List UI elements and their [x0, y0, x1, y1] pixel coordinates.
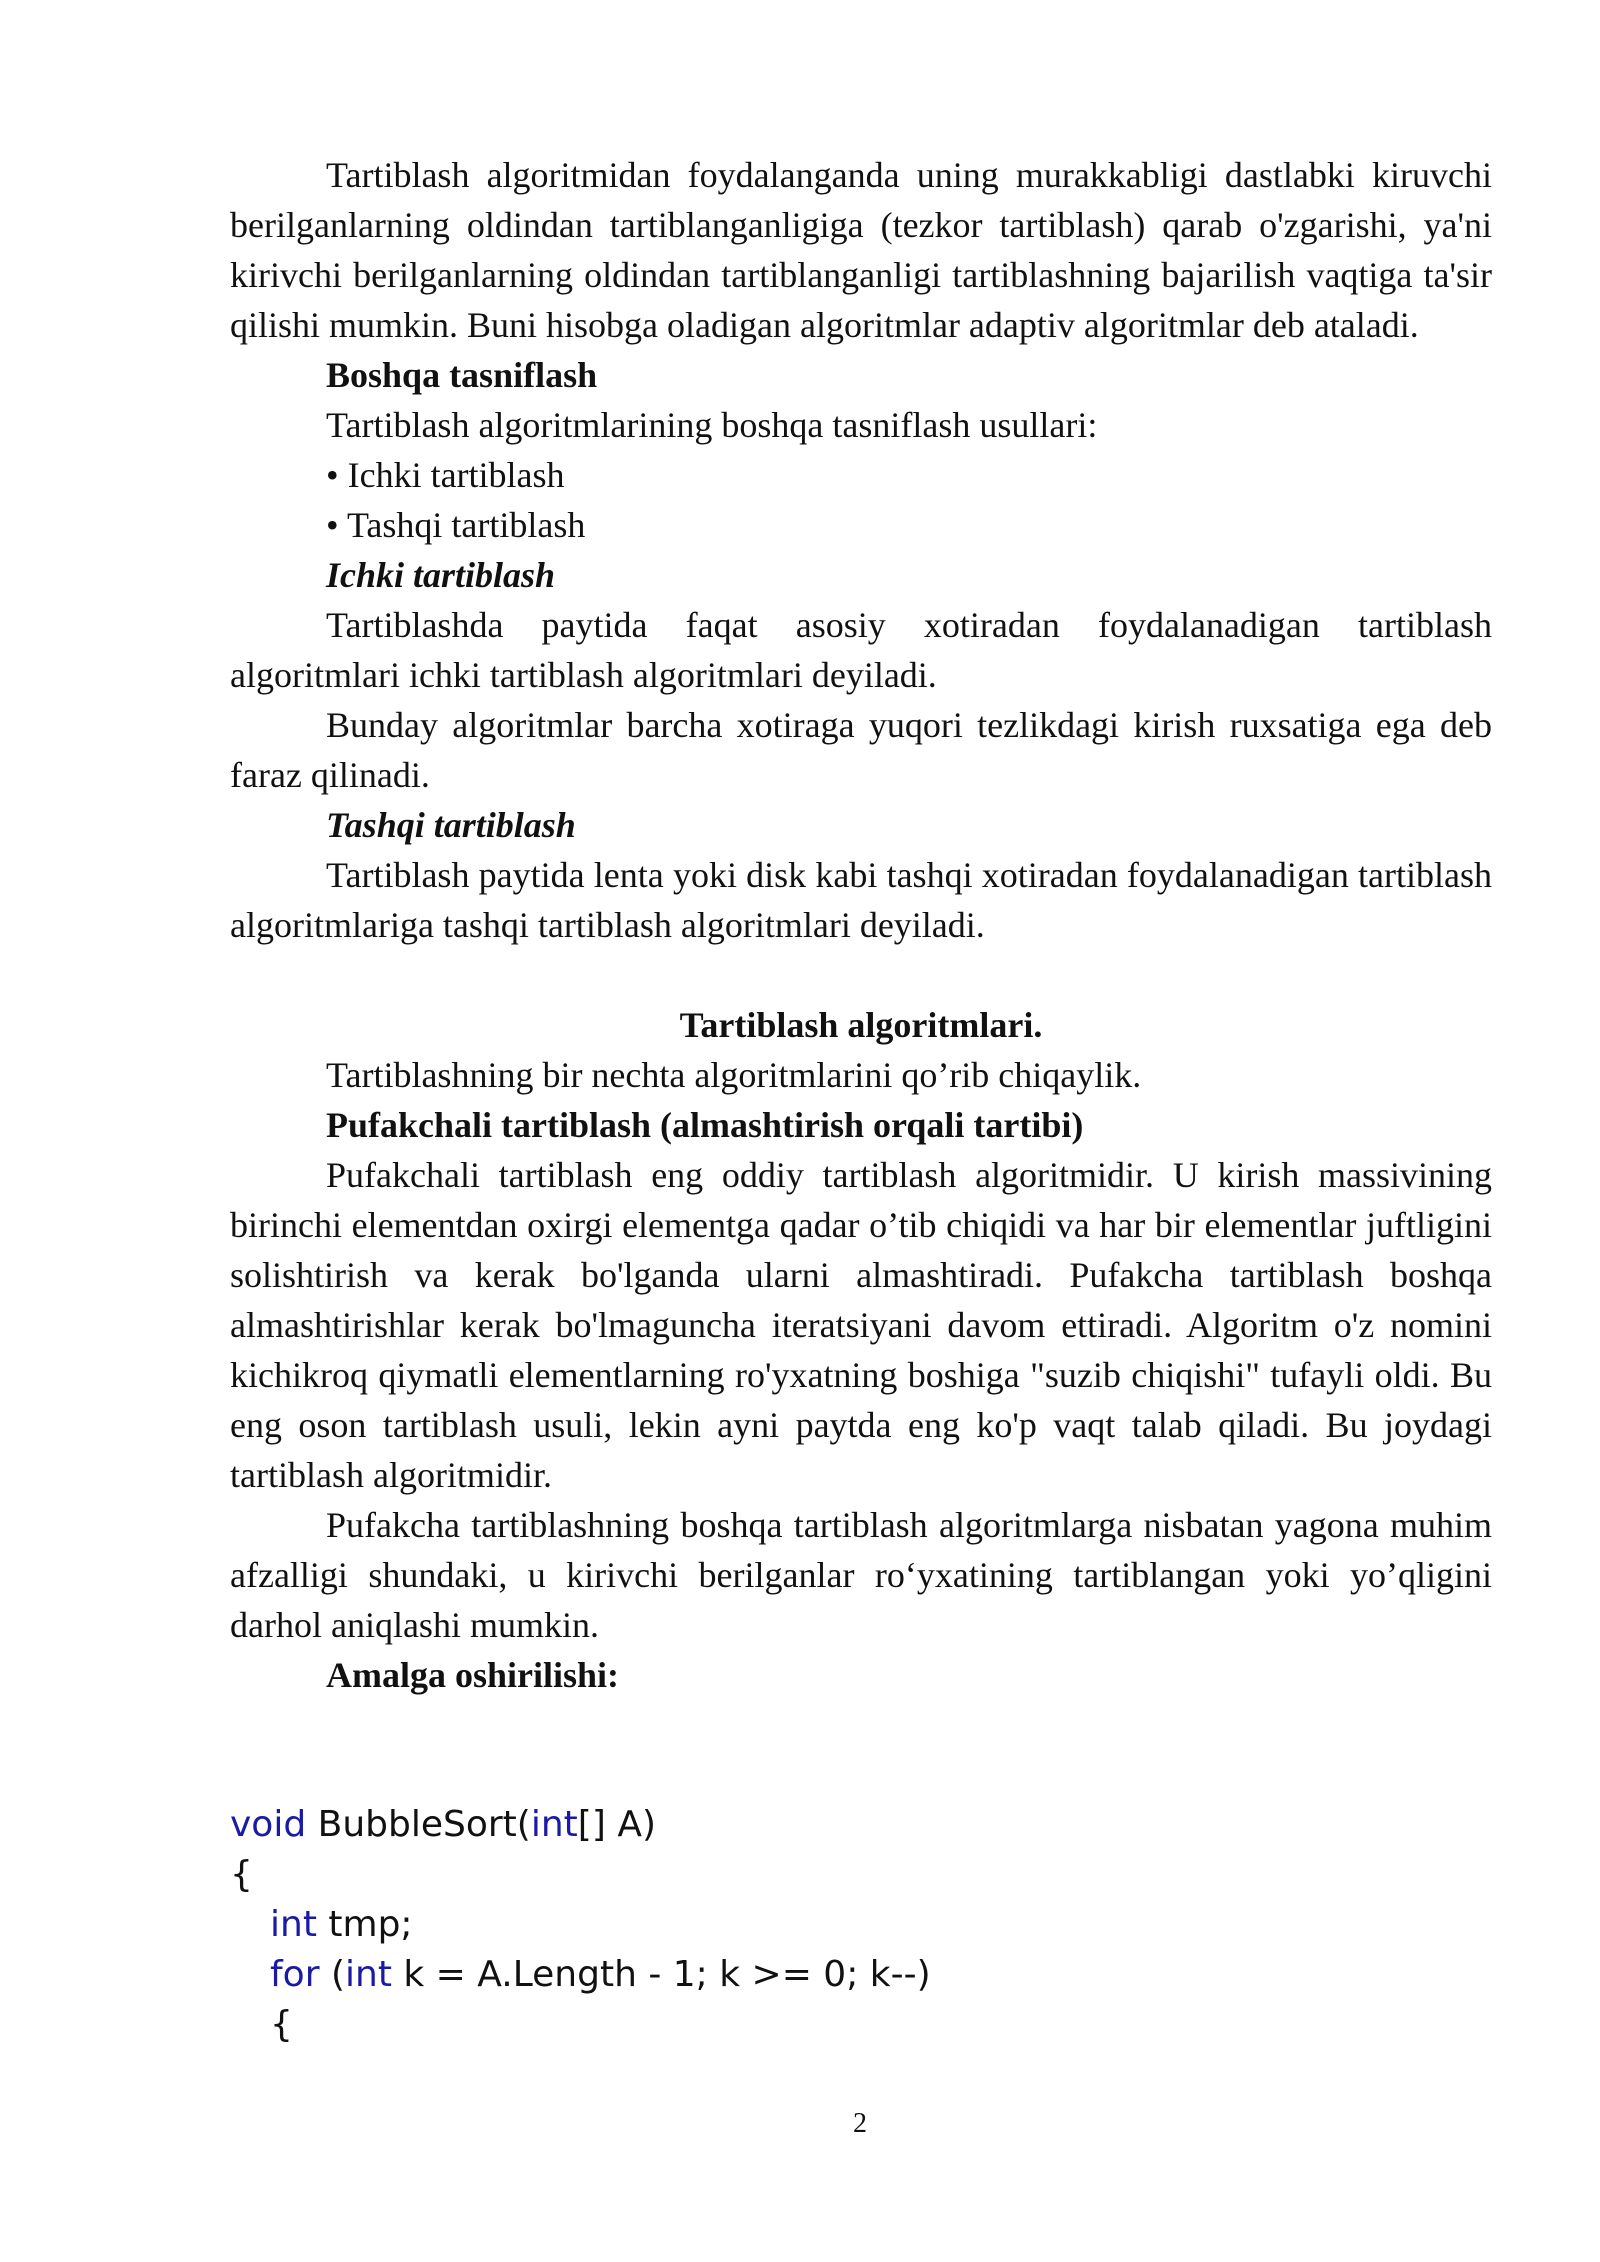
code-keyword: void: [230, 1804, 307, 1845]
code-text: tmp;: [316, 1904, 413, 1945]
paragraph-nechta: Tartiblashning bir nechta algoritmlarini qo’rib chiqaylik.: [326, 1055, 1142, 1095]
paragraph-ichki-2: Bunday algoritmlar barcha xotiraga yuqori tezlikdagi kirish ruxsatiga ega deb faraz qilinadi.: [230, 705, 1492, 795]
paragraph-ichki-1: Tartiblashda paytida faqat asosiy xotiradan foydalanadigan tartiblash algoritmlari ichki tartiblash algoritmlari deyiladi.: [230, 605, 1492, 695]
code-line-1: [230, 1800, 1492, 1850]
list-item-tashqi: • Tashqi tartiblash: [326, 505, 586, 545]
paragraph-adaptive: Tartiblash algoritmidan foydalanganda uning murakkabligi dastlabki kiruvchi berilganlarning oldindan tartiblanganligiga (tezkor tartiblash) qarab o'zgarishi, ya'ni kirivchi berilganlarning oldindan tartiblanganligi tartiblashning bajarilish vaqtiga ta'sir qilishi mumkin. Buni hisobga oladigan algoritmlar adaptiv algoritmlar deb ataladi.: [230, 155, 1492, 345]
code-text: [] A): [577, 1804, 656, 1845]
heading-tartiblash-algoritmlari: Tartiblash algoritmlari.: [679, 1005, 1043, 1045]
code-line-2: {: [230, 1854, 253, 1895]
heading-amalga: Amalga oshirilishi:: [326, 1655, 620, 1695]
code-keyword: int: [345, 1954, 392, 1995]
heading-pufakchali: Pufakchali tartiblash (almashtirish orqali tartibi): [326, 1105, 1084, 1145]
code-keyword: int: [270, 1904, 317, 1945]
page-number: 2: [853, 2108, 867, 2139]
code-block: [230, 1800, 1492, 2050]
code-line-3: [230, 1900, 1492, 1950]
paragraph-usullari: Tartiblash algoritmlarining boshqa tasniflash usullari:: [326, 405, 1098, 445]
code-text: (: [319, 1954, 345, 1995]
code-keyword: for: [270, 1954, 320, 1995]
code-text: BubbleSort(: [306, 1804, 531, 1845]
code-keyword: int: [530, 1804, 578, 1845]
body-text: [230, 150, 1492, 1700]
list-item-ichki: • Ichki tartiblash: [326, 455, 565, 495]
paragraph-pufak-1: Pufakchali tartiblash eng oddiy tartiblash algoritmidir. U kirish massivining birinchi elementdan oxirgi elementga qadar o’tib chiqidi va har bir elementlar juftligini solishtirish va kerak bo'lganda ularni almashtiradi. Pufakcha tartiblash boshqa almashtirishlar kerak bo'lmaguncha iteratsiyani davom ettiradi. Algoritm o'z nomini kichikroq qiymatli elementlarning ro'yxatning boshiga "suzib chiqishi" tufayli oldi. Bu eng oson tartiblash usuli, lekin ayni paytda eng ko'p vaqt talab qiladi. Bu joydagi tartiblash algoritmidir.: [230, 1155, 1492, 1495]
code-line-4: [230, 1950, 1492, 2000]
heading-boshqa-tasniflash: Boshqa tasniflash: [326, 355, 598, 395]
heading-ichki-tartiblash: Ichki tartiblash: [326, 555, 556, 595]
heading-tashqi-tartiblash: Tashqi tartiblash: [326, 805, 576, 845]
code-text: k = A.Length - 1; k >= 0; k--): [391, 1954, 931, 1995]
paragraph-pufak-2: Pufakcha tartiblashning boshqa tartiblash algoritmlarga nisbatan yagona muhim afzalligi shundaki, u kirivchi berilganlar ro‘yxatining tartiblangan yoki yo’qligini darhol aniqlashi mumkin.: [230, 1505, 1492, 1645]
paragraph-tashqi: Tartiblash paytida lenta yoki disk kabi tashqi xotiradan foydalanadigan tartiblash algoritmlariga tashqi tartiblash algoritmlari deyiladi.: [230, 855, 1492, 945]
code-line-5: {: [270, 2004, 293, 2045]
